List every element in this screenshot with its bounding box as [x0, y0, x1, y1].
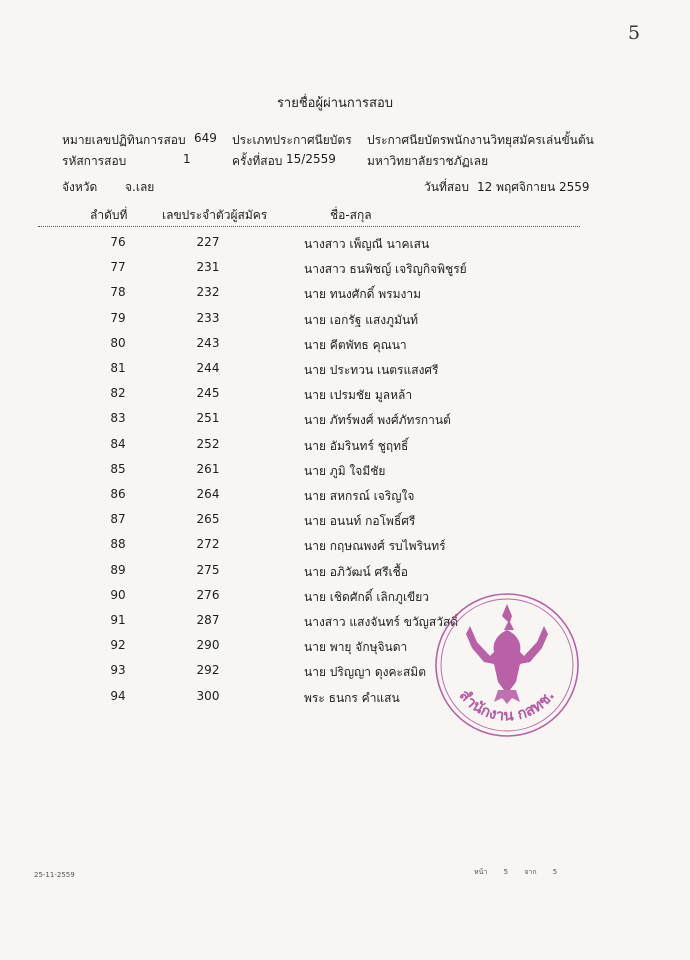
seq-cell: 85 [110, 462, 126, 476]
name-cell: นาย เชิดศักดิ์ เลิกภูเขียว [304, 590, 430, 604]
seq-cell: 79 [110, 311, 126, 325]
name-cell: นาย ทนงศักดิ์ พรมงาม [304, 287, 422, 301]
exam-code-label: รหัสการสอบ [62, 154, 127, 168]
applicant-no-cell: 231 [196, 260, 220, 274]
announcement-type-label: ประเภทประกาศนียบัตร [232, 133, 352, 147]
announcement-desc-line1: ประกาศนียบัตรพนักงานวิทยุสมัครเล่นขั้นต้น [367, 133, 594, 147]
name-cell: นาย พายุ จักษุจินดา [304, 640, 408, 654]
seq-cell: 76 [110, 235, 126, 249]
document-title: รายชื่อผู้ผ่านการสอบ [276, 96, 394, 111]
name-cell: นางสาว เพ็ญณี นาคเสน [304, 237, 430, 251]
stamp-text: สำนักงาน กสทช. [455, 686, 559, 725]
applicant-no-cell: 276 [196, 588, 220, 602]
exam-code-value: 1 [183, 152, 191, 166]
applicant-no-cell: 275 [196, 563, 220, 577]
province-label: จังหวัด [62, 180, 98, 194]
exam-calendar-label: หมายเลขปฏิทินการสอบ [62, 133, 186, 147]
seq-cell: 89 [110, 563, 126, 577]
seq-cell: 77 [110, 260, 126, 274]
announcement-desc-line2: มหาวิทยาลัยราชภัฏเลย [367, 154, 489, 168]
official-stamp [432, 590, 582, 740]
applicant-no-cell: 227 [196, 235, 220, 249]
seq-cell: 84 [110, 437, 126, 451]
seq-cell: 93 [110, 663, 126, 677]
applicant-no-cell: 290 [196, 638, 220, 652]
name-cell: นางสาว ธนพิชญ์ เจริญกิจพิชูรย์ [304, 262, 467, 276]
applicant-no-cell: 243 [196, 336, 220, 350]
applicant-no-cell: 251 [196, 411, 220, 425]
applicant-no-cell: 272 [196, 537, 220, 551]
footer-page-label: หน้า [474, 868, 488, 876]
seq-cell: 86 [110, 487, 126, 501]
column-header-name: ชื่อ-สกุล [330, 208, 372, 222]
seq-cell: 88 [110, 537, 126, 551]
name-cell: นาย ภัทร์พงศ์ พงศ์ภัทรกานต์ [304, 413, 451, 427]
name-cell: นาย ภูมิ ใจมีชัย [304, 464, 386, 478]
seq-cell: 94 [110, 689, 126, 703]
seq-cell: 87 [110, 512, 126, 526]
seq-cell: 82 [110, 386, 126, 400]
footer-pagination [474, 867, 557, 878]
applicant-no-cell: 232 [196, 285, 220, 299]
seq-cell: 80 [110, 336, 126, 350]
column-header-seq: ลำดับที่ [90, 208, 128, 222]
name-cell: นาย ประทวน เนตรแสงศรี [304, 363, 439, 377]
province-value: จ.เลย [125, 180, 155, 194]
column-header-applicant-no: เลขประจำตัวผู้สมัคร [162, 208, 268, 222]
name-cell: นางสาว แสงจันทร์ ขวัญสวัสดิ์ [304, 615, 459, 629]
footer-print-date: 25-11-2559 [34, 871, 75, 879]
applicant-no-cell: 300 [196, 689, 220, 703]
round-label: ครั้งที่สอบ [232, 154, 283, 168]
page-number-handwritten: 5 [628, 22, 641, 44]
name-cell: นาย คีตพัทธ คุณนา [304, 338, 407, 352]
name-cell: นาย ปริญญา ดุงคะสมิต [304, 665, 427, 679]
applicant-no-cell: 287 [196, 613, 220, 627]
garuda-emblem-icon [466, 604, 548, 704]
applicant-no-cell: 244 [196, 361, 220, 375]
footer-page-of: จาก [524, 868, 537, 876]
seq-cell: 83 [110, 411, 126, 425]
name-cell: นาย อัมรินทร์ ชูฤทธิ์ [304, 439, 409, 453]
applicant-no-cell: 264 [196, 487, 220, 501]
applicant-no-cell: 245 [196, 386, 220, 400]
exam-date-label: วันที่สอบ [424, 180, 469, 194]
name-cell: นาย กฤษณพงศ์ รบไพรินทร์ [304, 539, 446, 553]
round-value: 15/2559 [286, 152, 336, 166]
name-cell: นาย เอกรัฐ แสงภูมันท์ [304, 313, 419, 327]
name-cell: พระ ธนกร คำแสน [304, 691, 400, 705]
footer-page-current: 5 [503, 868, 509, 876]
seq-cell: 81 [110, 361, 126, 375]
exam-calendar-value: 649 [194, 131, 217, 145]
name-cell: นาย อนนท์ กอโพธิ์ศรี [304, 514, 416, 528]
applicant-no-cell: 265 [196, 512, 220, 526]
name-cell: นาย อภิวัฒน์ ศรีเชื้อ [304, 565, 409, 579]
applicant-no-cell: 233 [196, 311, 220, 325]
applicant-no-cell: 261 [196, 462, 220, 476]
seq-cell: 78 [110, 285, 126, 299]
seq-cell: 92 [110, 638, 126, 652]
exam-date-value: 12 พฤศจิกายน 2559 [477, 180, 590, 194]
seq-cell: 91 [110, 613, 126, 627]
footer-page-total: 5 [552, 868, 558, 876]
name-cell: นาย เปรมชัย มูลหล้า [304, 388, 413, 402]
seq-cell: 90 [110, 588, 126, 602]
applicant-no-cell: 252 [196, 437, 220, 451]
applicant-no-cell: 292 [196, 663, 220, 677]
header-divider [38, 226, 580, 227]
name-cell: นาย สหกรณ์ เจริญใจ [304, 489, 415, 503]
